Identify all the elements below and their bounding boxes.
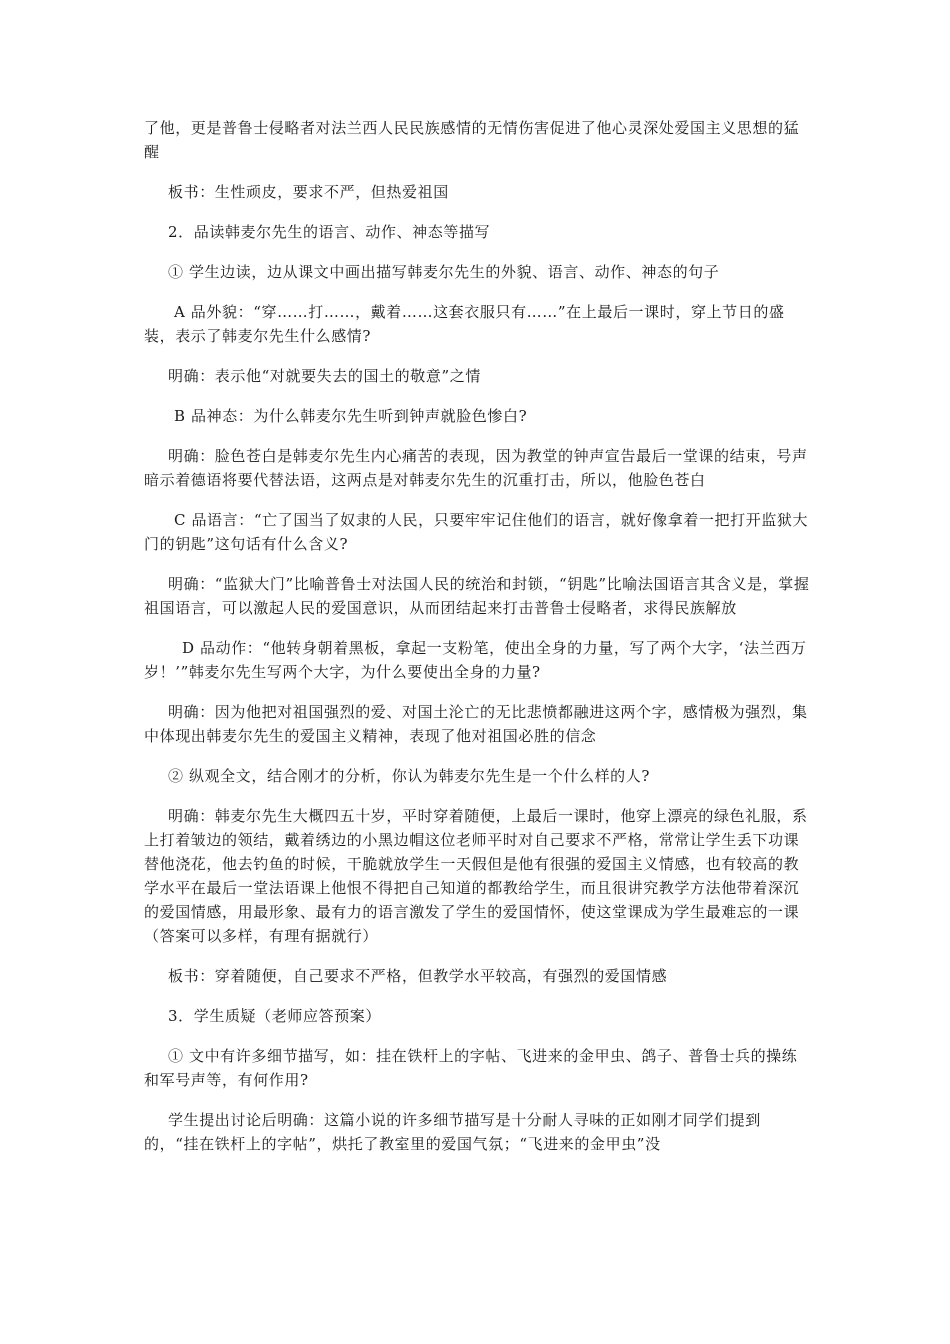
question-c: C 品语言：“亡了国当了奴隶的人民，只要牢牢记住他们的语言，就好像拿着一把打开监狱大门的钥匙”这句话有什么含义? xyxy=(144,511,809,553)
question-b: B 品神态：为什么韩麦尔先生听到钟声就脸色惨白? xyxy=(174,407,528,425)
blackboard-note-1: 板书：生性顽皮，要求不严，但热爱祖国 xyxy=(168,183,449,201)
blackboard-note-2: 板书：穿着随便，自己要求不严格，但教学水平较高，有强烈的爱国情感 xyxy=(168,967,668,985)
question-a: A 品外貌：“穿……打……，戴着……这套衣服只有……”在上最后一课时，穿上节日的盛装，表示了韩麦尔先生什么感情? xyxy=(144,303,785,345)
section-heading-2: 2．品读韩麦尔先生的语言、动作、神态等描写 xyxy=(168,223,491,241)
document-body xyxy=(144,116,812,1172)
answer-c: 明确：“监狱大门”比喻普鲁士对法国人民的统治和封锁，“钥匙”比喻法国语言其含义是，掌握祖国语言，可以激起人民的爱国意识，从而团结起来打击普鲁士侵略者，求得民族解放 xyxy=(144,575,810,617)
answer-b: 明确：脸色苍白是韩麦尔先生内心痛苦的表现，因为教堂的钟声宣告最后一堂课的结束，号声暗示着德语将要代替法语，这两点是对韩麦尔先生的沉重打击，所以，他脸色苍白 xyxy=(144,447,808,489)
question-d: D 品动作：“他转身朝着黑板，拿起一支粉笔，使出全身的力量，写了两个大字，‘法兰西万岁！’”韩麦尔先生写两个大字，为什么要使出全身的力量? xyxy=(144,639,807,681)
paragraph-continuation: 了他，更是普鲁士侵略者对法兰西人民民族感情的无情伤害促进了他心灵深处爱国主义思想的猛醒 xyxy=(144,119,800,161)
answer-a: 明确：表示他“对就要失去的国土的敬意”之情 xyxy=(168,367,481,385)
question-details: ① 文中有许多细节描写，如：挂在铁杆上的字帖、飞进来的金甲虫、鸽子、普鲁士兵的操练和军号声等，有何作用? xyxy=(144,1047,798,1089)
answer-d: 明确：因为他把对祖国强烈的爱、对国土沦亡的无比悲愤都融进这两个字，感情极为强烈，集中体现出韩麦尔先生的爱国主义精神，表现了他对祖国必胜的信念 xyxy=(144,703,808,745)
task-1: ① 学生边读，边从课文中画出描写韩麦尔先生的外貌、语言、动作、神态的句子 xyxy=(168,263,720,281)
answer-task-2: 明确：韩麦尔先生大概四五十岁，平时穿着随便，上最后一课时，他穿上漂亮的绿色礼服，系上打着皱边的领结，戴着绣边的小黑边帽这位老师平时对自己要求不严格，常常让学生丢下功课替他浇花，他去钓鱼的时候，干脆就放学生一天假但是他有很强的爱国主义情感，也有较高的教学水平在最后一堂法语课上他恨不得把自己知道的都教给学生，而且很讲究教学方法他带着深沉的爱国情感，用最形象、最有力的语言激发了学生的爱国情怀，使这堂课成为学生最难忘的一课（答案可以多样，有理有据就行） xyxy=(144,807,808,945)
answer-details: 学生提出讨论后明确：这篇小说的许多细节描写是十分耐人寻味的正如刚才同学们提到的，“挂在铁杆上的字帖”，烘托了教室里的爱国气氛；“飞进来的金甲虫”没 xyxy=(144,1111,761,1153)
task-2: ② 纵观全文，结合刚才的分析，你认为韩麦尔先生是一个什么样的人? xyxy=(168,767,651,785)
section-heading-3: 3．学生质疑（老师应答预案） xyxy=(168,1007,381,1025)
